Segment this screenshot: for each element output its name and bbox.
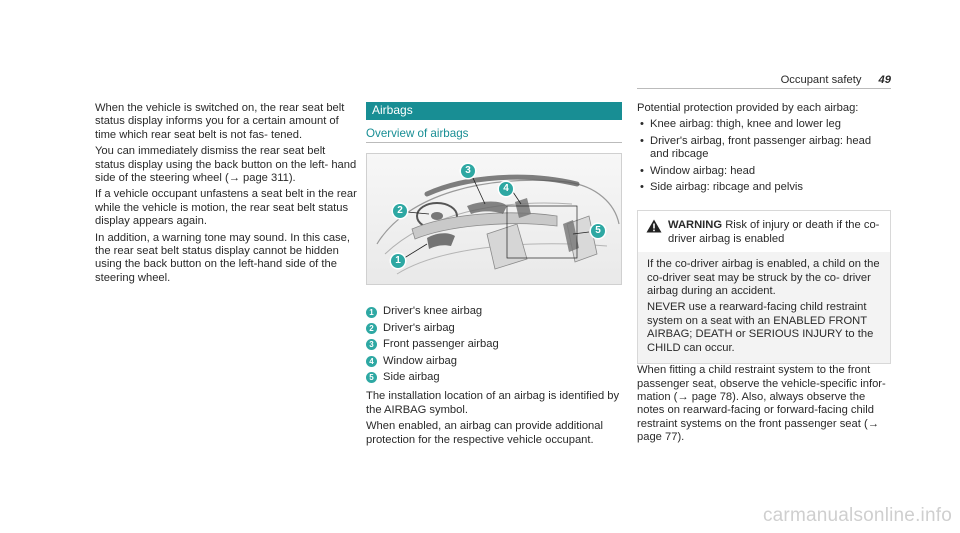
legend-item [366, 322, 622, 335]
figure-callout-5: 5 [591, 224, 605, 238]
legend-item [366, 305, 622, 318]
legend-number-badge: 3 [366, 339, 377, 350]
paragraph: When fitting a child restraint system to the front passenger seat, observe the vehicle-specific infor- mation (→ page 78). Also, always observe the notes on rearward-facing or forward-facing child restraint systems on the front passenger seat (→ page 77). [637, 364, 886, 444]
paragraph: If a vehicle occupant unfastens a seat belt in the rear while the vehicle is motion, the rear seat belt status display appears again. [95, 188, 357, 228]
page-number: 49 [878, 74, 891, 86]
legend-number-badge: 4 [366, 356, 377, 367]
legend-number-badge: 2 [366, 323, 377, 334]
paragraph: When enabled, an airbag can provide additional protection for the respective vehicle occupant. [366, 420, 603, 446]
paragraph: NEVER use a rearward-facing child restraint system on a seat with an ENABLED FRONT AIRBAG; DEATH or SERIOUS INJURY to the CHILD can occur. [647, 301, 874, 354]
warning-label: WARNING [668, 219, 723, 232]
warning-box [637, 210, 891, 364]
paragraph: If the co-driver airbag is enabled, a child on the co-driver seat may be struck by the co- driver airbag during an accident. [647, 258, 880, 298]
warning-title: Risk of injury or death if the co- driver airbag is enabled [668, 219, 880, 245]
running-header [781, 74, 891, 86]
airbag-overview-figure [366, 153, 622, 285]
warning-header [638, 211, 890, 252]
warning-triangle-icon [646, 219, 662, 233]
paragraph: When the vehicle is switched on, the rear seat belt status display informs you for a certain amount of time which rear seat belt is not fas- tened. [95, 102, 345, 141]
car-interior-illustration [367, 154, 621, 284]
warning-body [638, 252, 890, 363]
figure-legend [366, 305, 622, 384]
list-item: • Side airbag: ribcage and pelvis [637, 181, 891, 194]
header-rule [637, 88, 891, 89]
list-item: • Driver's airbag, front passenger airbag: head and ribcage [637, 135, 891, 162]
protection-list [637, 118, 891, 194]
left-column [95, 102, 357, 288]
legend-label: Driver's airbag [383, 321, 455, 334]
legend-label: Driver's knee airbag [383, 305, 483, 318]
legend-label: Window airbag [383, 354, 457, 367]
legend-label: Front passenger airbag [383, 338, 499, 351]
list-item: • Window airbag: head [637, 165, 891, 178]
legend-number-badge: 1 [366, 307, 377, 318]
paragraph: The installation location of an airbag is identified by the AIRBAG symbol. [366, 390, 620, 416]
right-column [637, 102, 891, 448]
figure-callout-3: 3 [461, 164, 475, 178]
legend-number-badge: 5 [366, 372, 377, 383]
middle-column [366, 102, 622, 450]
subsection-title: Overview of airbags [366, 127, 622, 143]
section-title-airbags: Airbags [366, 102, 622, 120]
legend-item [366, 355, 622, 368]
paragraph: Potential protection provided by each airbag: [637, 102, 859, 114]
legend-label: Side airbag [383, 371, 440, 384]
figure-callout-1: 1 [391, 254, 405, 268]
paragraph: You can immediately dismiss the rear seat belt status display using the back button on the left- hand side of the steering wheel (→ page 311). [95, 145, 357, 185]
figure-callout-4: 4 [499, 182, 513, 196]
paragraph: In addition, a warning tone may sound. In this case, the rear seat belt status display cannot be hidden using the back button on the left-hand side of the steering wheel. [95, 231, 350, 284]
watermark: carmanualsonline.info [762, 505, 952, 526]
legend-item [366, 338, 622, 351]
header-section: Occupant safety [780, 74, 862, 86]
figure-callout-2: 2 [393, 204, 407, 218]
legend-item [366, 371, 622, 384]
list-item: • Knee airbag: thigh, knee and lower leg [637, 118, 891, 131]
